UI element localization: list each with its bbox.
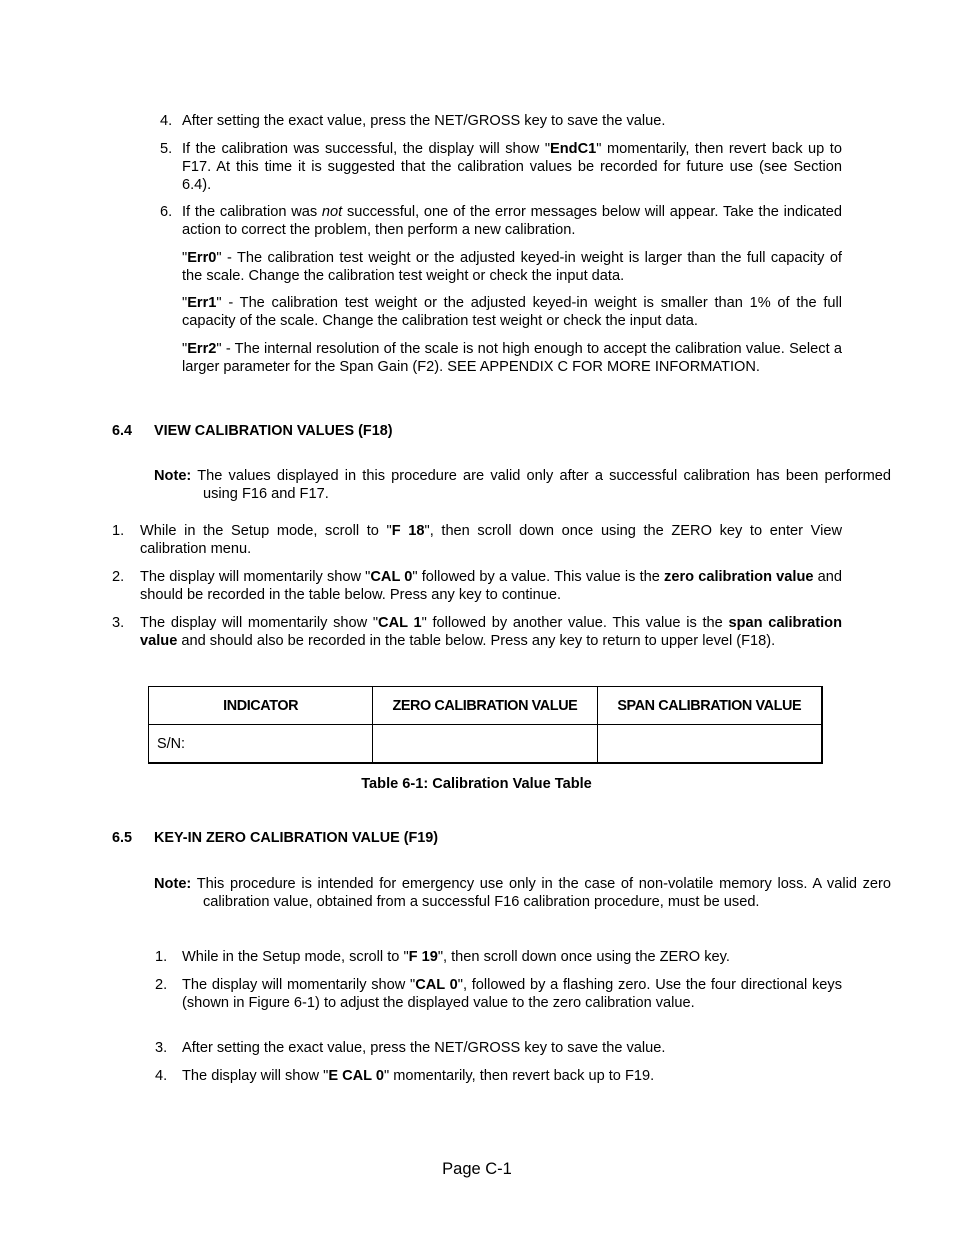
list-item: After setting the exact value, press the NET/GROSS key to save the value. <box>182 113 666 129</box>
error-message: "Err2" - The internal resolution of the scale is not high enough to accept the calibration value. Select a larger parameter for the Span Gain (F2). SEE APPENDIX C FOR MORE INFORMATION. <box>182 341 842 375</box>
list-number: 2. <box>155 977 168 993</box>
list-item: The display will show "E CAL 0" momentarily, then revert back up to F19. <box>182 1068 655 1084</box>
table-cell: S/N: <box>149 725 373 764</box>
section-heading: 6.5 KEY-IN ZERO CALIBRATION VALUE (F19) <box>112 830 439 846</box>
list-number: 4. <box>160 113 173 129</box>
page-number: Page C-1 <box>442 1160 512 1178</box>
list-number: 6. <box>160 204 173 220</box>
error-message: "Err0" - The calibration test weight or the adjusted keyed-in weight is larger than the full capacity of the scale. Change the calibration test weight or check the input data. <box>182 250 842 284</box>
list-number: 3. <box>112 615 125 631</box>
error-message: "Err1" - The calibration test weight or the adjusted keyed-in weight is smaller than 1% of the full capacity of the scale. Change the calibration test weight or check the input data. <box>182 295 842 329</box>
note: Note: This procedure is intended for emergency use only in the case of non-volatile memory loss. A valid zero calibration value, obtained from a successful F16 calibration procedure, must be used. <box>154 876 891 910</box>
list-item: If the calibration was successful, the display will show "EndC1" momentarily, then revert back up to F17. At this time it is suggested that the calibration values be recorded for future use (see Section 6.4). <box>182 141 842 193</box>
list-number: 1. <box>112 523 125 539</box>
list-item: If the calibration was not successful, one of the error messages below will appear. Take the indicated action to correct the problem, then perform a new calibration. <box>182 204 843 238</box>
note: Note: The values displayed in this procedure are valid only after a successful calibration has been performed using F16 and F17. <box>154 468 891 502</box>
table-header: ZERO CALIBRATION VALUE <box>373 687 597 725</box>
list-item: While in the Setup mode, scroll to "F 19", then scroll down once using the ZERO key. <box>182 949 730 965</box>
list-number: 3. <box>155 1040 168 1056</box>
list-item: The display will momentarily show "CAL 0" followed by a value. This value is the zero calibration value and should be recorded in the table below. Press any key to continue. <box>140 569 843 603</box>
table-header: SPAN CALIBRATION VALUE <box>597 687 822 725</box>
list-item: After setting the exact value, press the NET/GROSS key to save the value. <box>182 1040 666 1056</box>
list-number: 1. <box>155 949 168 965</box>
calibration-table <box>148 686 823 764</box>
table-header: INDICATOR <box>149 687 373 725</box>
list-number: 4. <box>155 1068 168 1084</box>
table-caption: Table 6-1: Calibration Value Table <box>361 776 592 792</box>
list-item: The display will momentarily show "CAL 0", followed by a flashing zero. Use the four directional keys (shown in Figure 6-1) to adjust the displayed value to the zero calibration value. <box>182 977 843 1011</box>
list-item: While in the Setup mode, scroll to "F 18", then scroll down once using the ZERO key to enter View calibration menu. <box>140 523 843 557</box>
section-heading: 6.4 VIEW CALIBRATION VALUES (F18) <box>112 423 393 439</box>
table-cell <box>597 725 822 764</box>
list-number: 5. <box>160 141 173 157</box>
list-item: The display will momentarily show "CAL 1" followed by another value. This value is the span calibration value and should also be recorded in the table below. Press any key to return to upper level (F18). <box>140 615 843 649</box>
table-cell <box>373 725 597 764</box>
list-number: 2. <box>112 569 125 585</box>
